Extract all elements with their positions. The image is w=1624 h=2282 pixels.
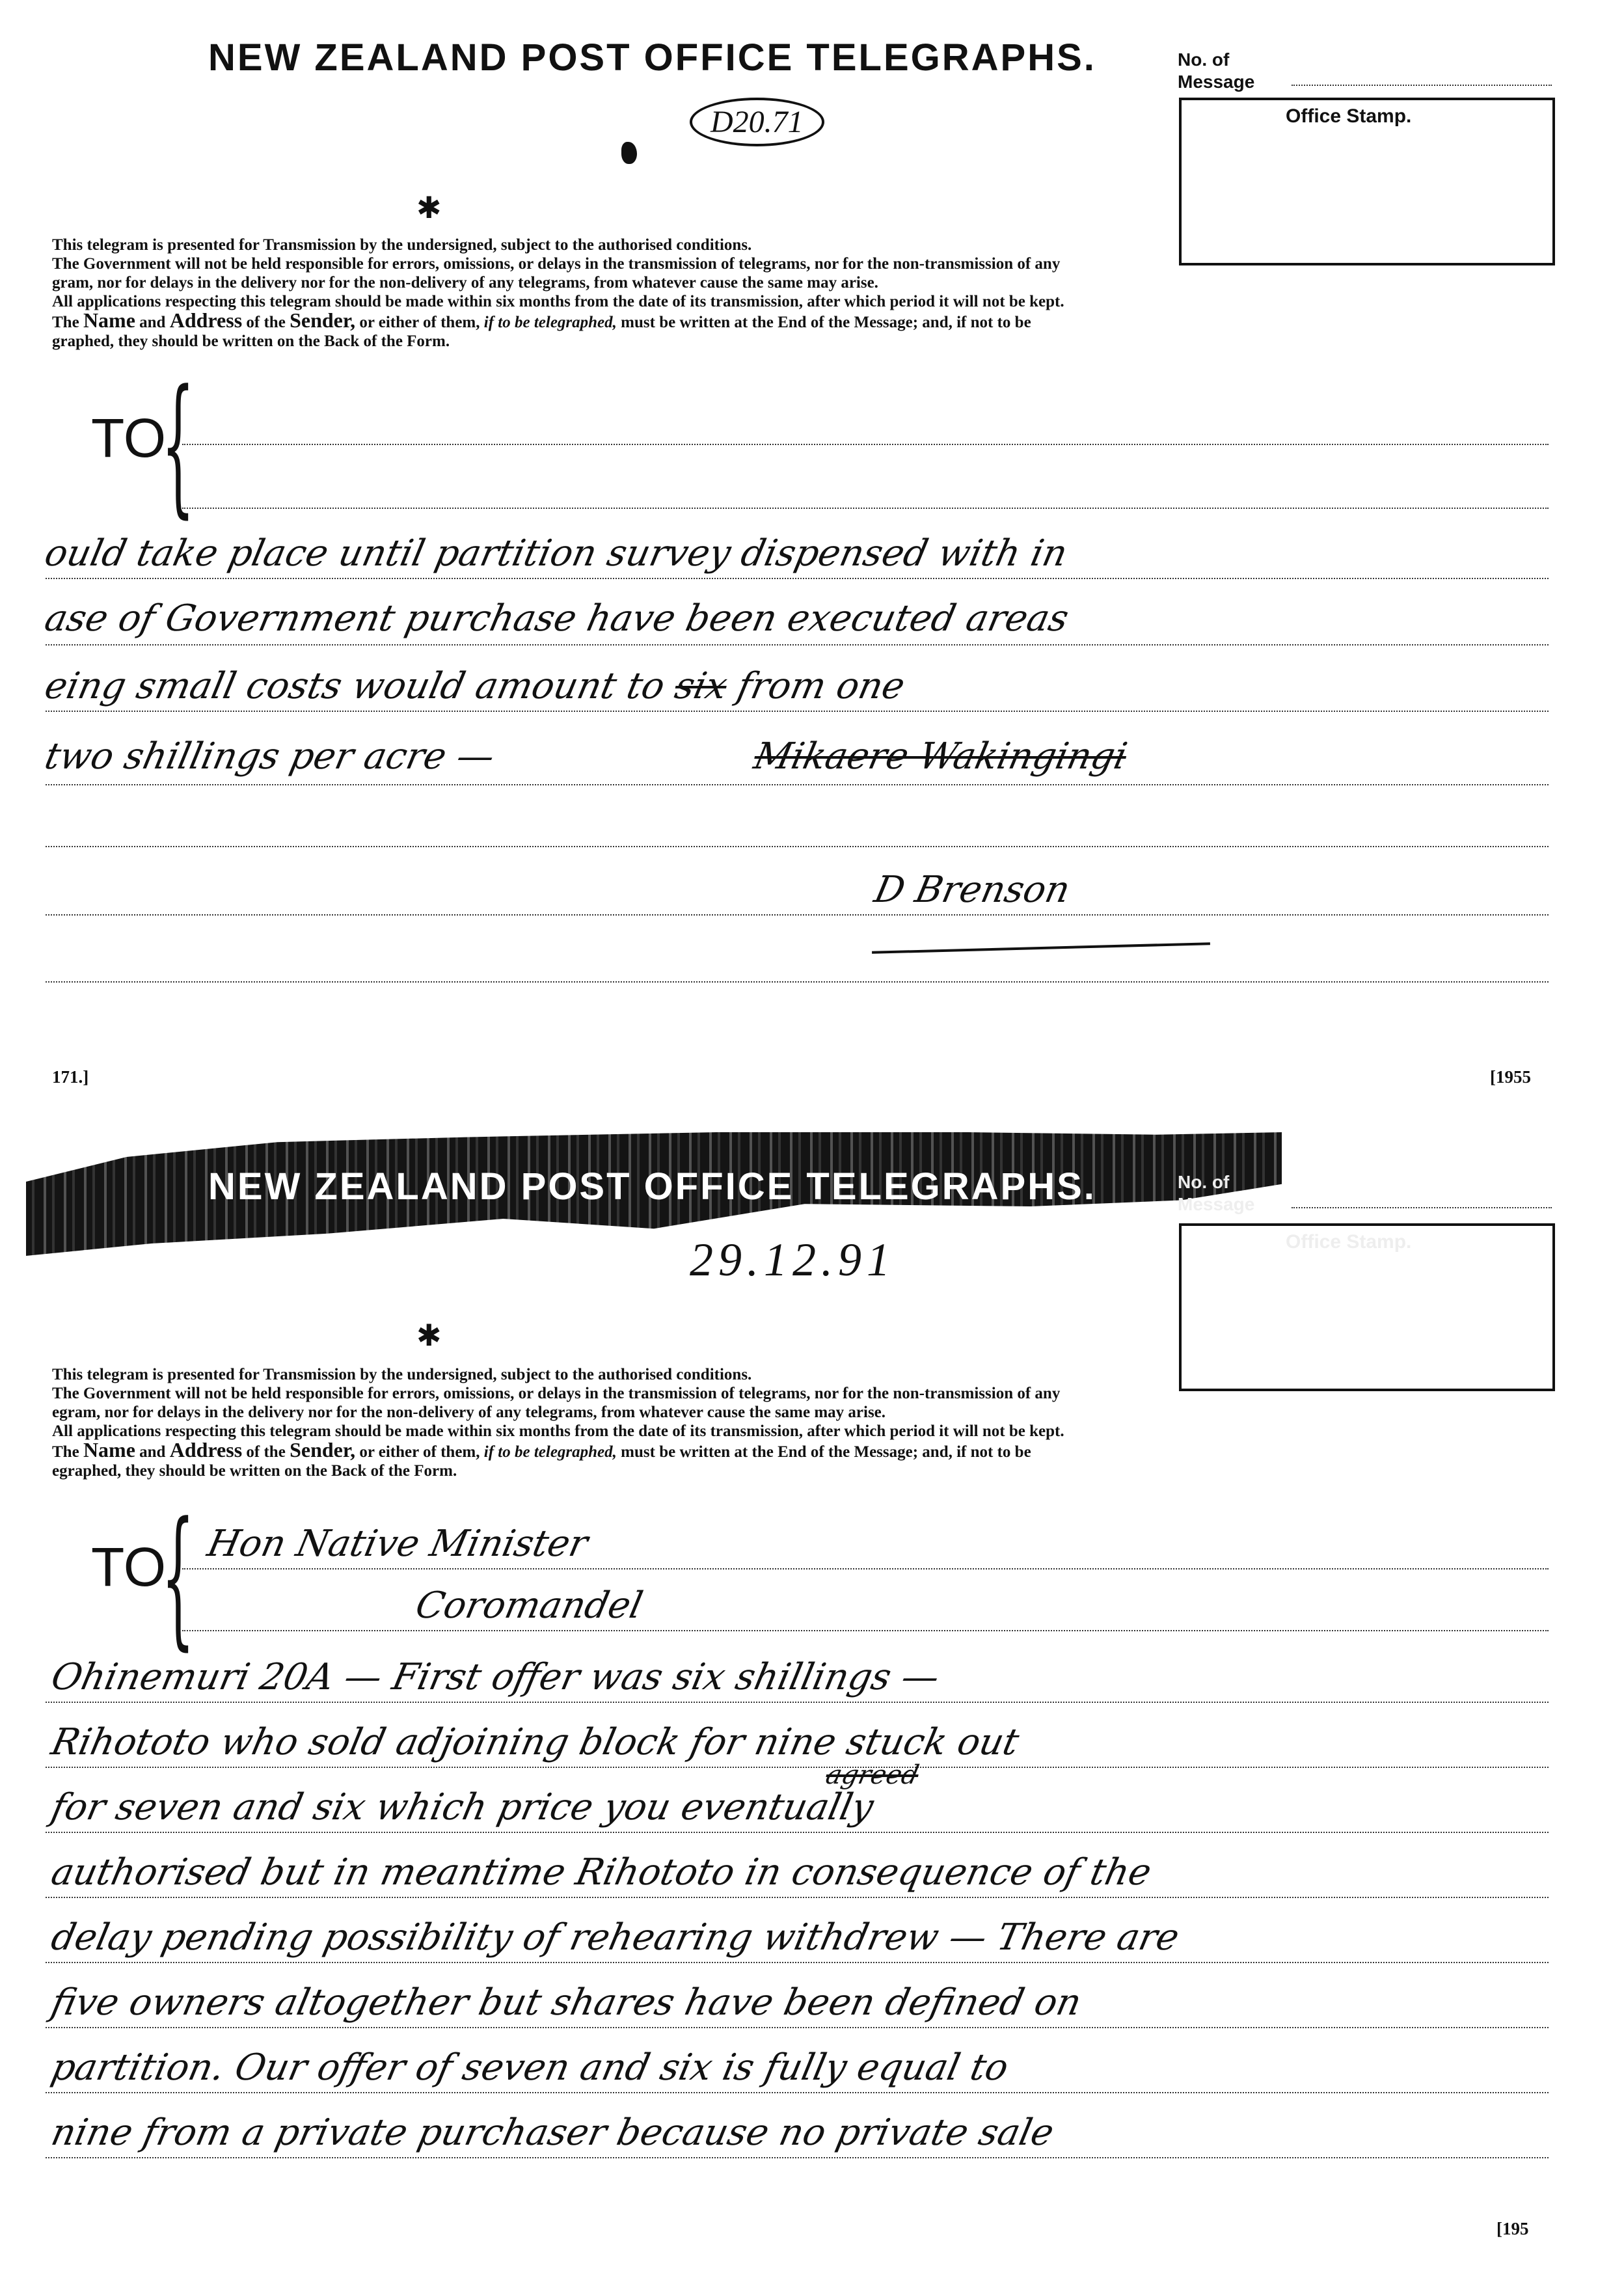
- form-number-right: [1955: [1490, 1067, 1531, 1087]
- message-line-4: authorised but in meantime Rihototo in consequence of the: [47, 1851, 1156, 1894]
- to-line-2: [182, 1630, 1549, 1631]
- message-line-6: five owners altogether but shares have been defined on: [47, 1981, 1085, 2024]
- office-stamp-label: Office Stamp.: [1286, 1231, 1412, 1253]
- reference-number: D20.71: [690, 98, 824, 146]
- message-line-8: nine from a private purchaser because no private sale: [47, 2112, 1058, 2154]
- message-line-3: eing small costs would amount to six from one: [41, 665, 909, 707]
- to-line-2: [182, 508, 1549, 509]
- to-line-1: [182, 444, 1549, 445]
- top-telegram-form: [0, 0, 1624, 1119]
- message-line-7: partition. Our offer of seven and six is fully equal to: [47, 2046, 1012, 2089]
- message-line-2: ase of Government purchase have been executed areas: [41, 597, 1073, 640]
- struck-word: six: [671, 665, 731, 707]
- struck-name: Mikaere Wakingingi: [750, 735, 1131, 778]
- ink-mark: ✱: [416, 1319, 442, 1352]
- to-brace: {: [161, 359, 195, 532]
- telegram-date: 29.12.91: [690, 1234, 895, 1286]
- form-title: NEW ZEALAND POST OFFICE TELEGRAPHS.: [208, 1165, 1096, 1208]
- form-title: NEW ZEALAND POST OFFICE TELEGRAPHS.: [208, 36, 1096, 79]
- form-number-left: 171.]: [52, 1067, 89, 1087]
- sender-rule: The Name and Address of the Sender, or either of them, if to be telegraphed, must be written at the End of the Message; and, if not to be: [52, 308, 1031, 332]
- to-line-1: [182, 1568, 1549, 1569]
- ink-blot: [621, 142, 637, 164]
- struck-word: agreed: [823, 1760, 922, 1790]
- addressee: Hon Native Minister: [204, 1523, 592, 1565]
- ink-mark: ✱: [416, 191, 442, 224]
- signature-underline: [872, 942, 1210, 954]
- message-line-4: two shillings per acre —: [41, 735, 498, 778]
- sender-rule: The Name and Address of the Sender, or either of them, if to be telegraphed, must be written at the End of the Message; and, if not to be: [52, 1438, 1031, 1461]
- message-number-field: [1292, 85, 1552, 86]
- office-stamp-label: Office Stamp.: [1286, 105, 1412, 127]
- message-line-2: Rihototo who sold adjoining block for nine stuck out: [47, 1721, 1023, 1763]
- message-number-field: [1292, 1207, 1552, 1208]
- message-line-1: Ohinemuri 20A — First offer was six shillings —: [47, 1656, 943, 1698]
- message-line-1: ould take place until partition survey dispensed with in: [41, 532, 1072, 575]
- message-line-3: for seven and six which price you eventually: [47, 1786, 878, 1828]
- message-number-label: No. of Message: [1178, 49, 1255, 92]
- conditions-text: This telegram is presented for Transmission by the undersigned, subject to the authorised conditions. The Government will not be held responsible for errors, omissions, or delays in the transmission of telegrams, nor for the non-transmission of any egram, nor for delays in the delivery nor for the non-delivery of any telegrams, from whatever cause the same may arise. All applications respecting this telegram should be made within six months from the date of its transmission, after which period it will not be kept. The Name and Address of the Sender, or either of them, if to be telegraphed, must be written at the End of the Message; and, if not to be egraphed, they should be written on the Back of the Form.: [52, 1365, 1549, 1480]
- address: Coromandel: [412, 1584, 647, 1627]
- signature: D Brenson: [871, 869, 1074, 911]
- to-label: TO: [91, 407, 167, 469]
- message-number-label: No. of Message: [1178, 1172, 1255, 1214]
- form-number-right: [195: [1496, 2219, 1529, 2238]
- conditions-text: This telegram is presented for Transmission by the undersigned, subject to the authorised conditions. The Government will not be held responsible for errors, omissions, or delays in the transmission of telegrams, nor for the non-transmission of any gram, nor for delays in the delivery nor for the non-delivery of any telegrams, from whatever cause the same may arise. All applications respecting this telegram should be made within six months from the date of its transmission, after which period it will not be kept. The Name and Address of the Sender, or either of them, if to be telegraphed, must be written at the End of the Message; and, if not to be graphed, they should be written on the Back of the Form.: [52, 236, 1549, 351]
- to-brace: {: [161, 1491, 195, 1664]
- bottom-telegram-form: [0, 1119, 1624, 2282]
- to-label: TO: [91, 1536, 167, 1597]
- message-line-5: delay pending possibility of rehearing withdrew — There are: [47, 1916, 1184, 1959]
